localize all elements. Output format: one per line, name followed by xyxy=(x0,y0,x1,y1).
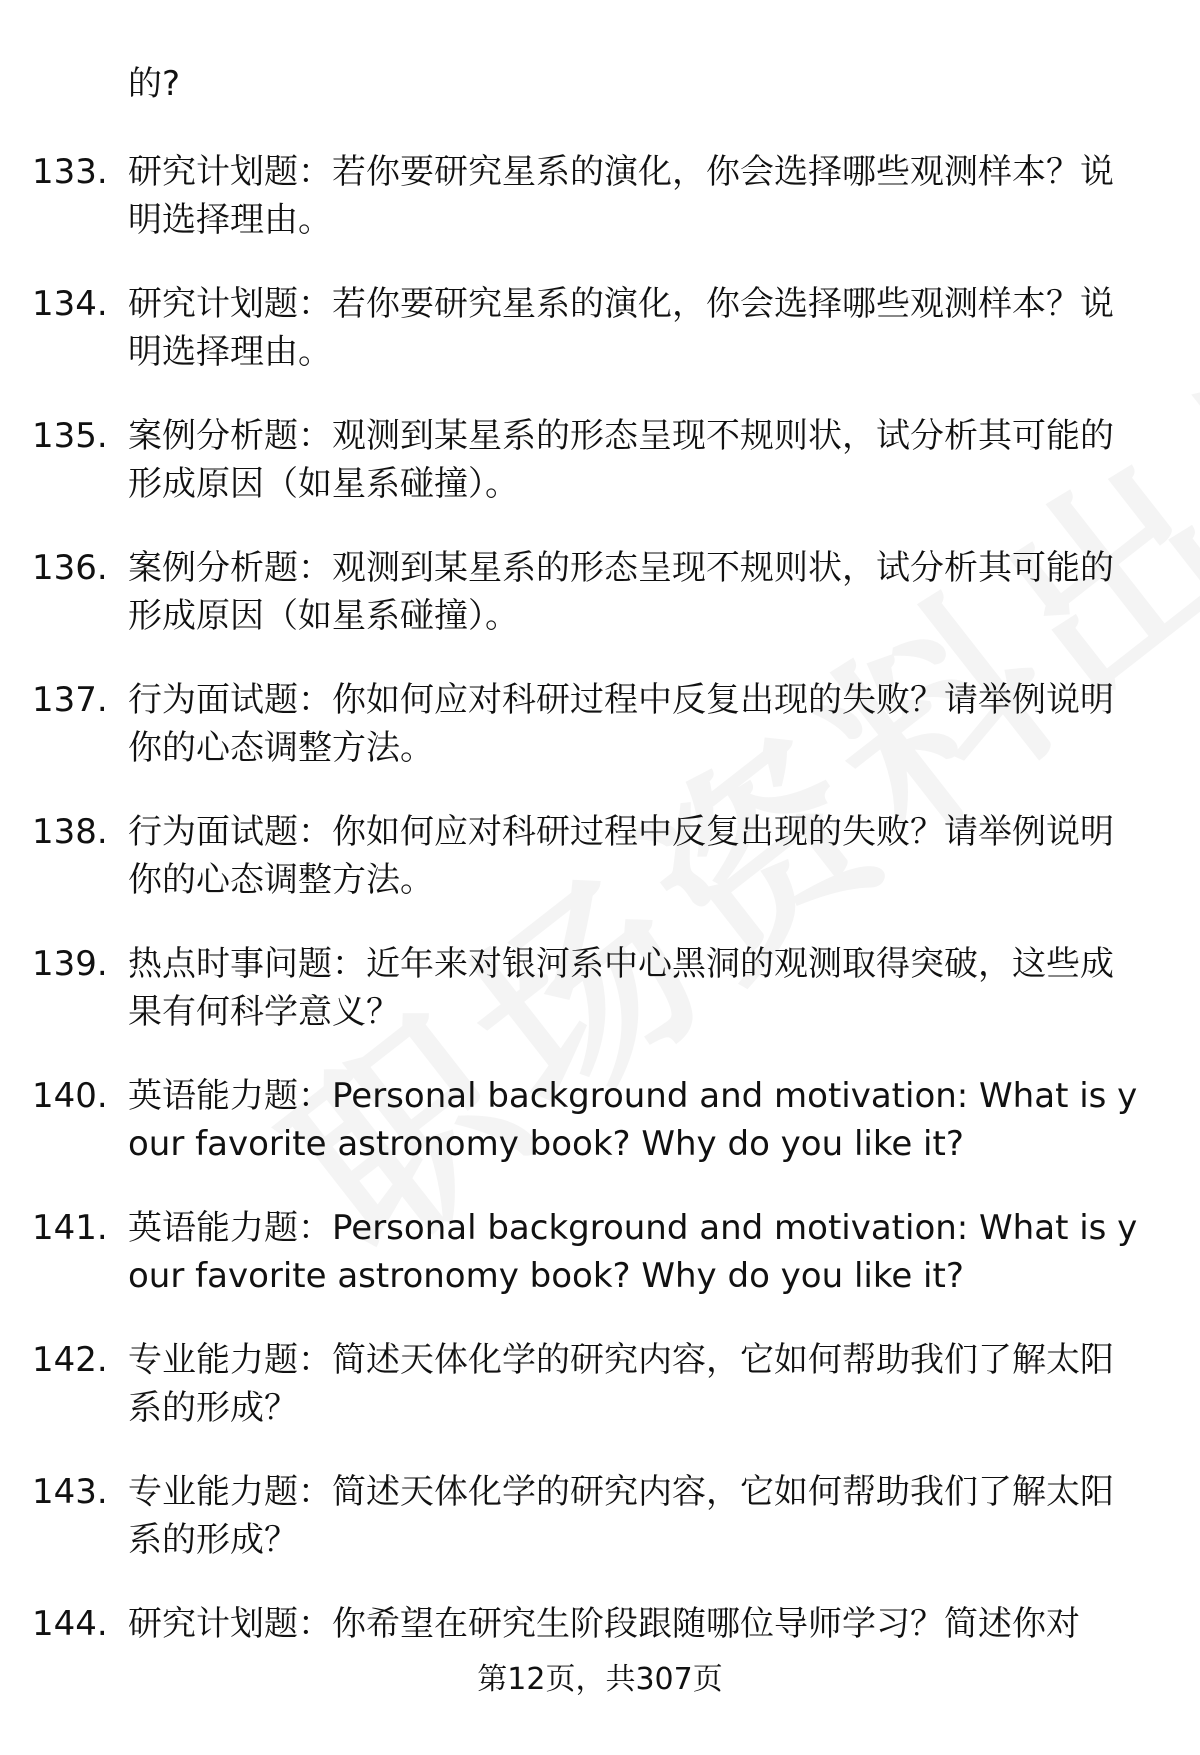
question-text: 研究计划题：若你要研究星系的演化，你会选择哪些观测样本？说明选择理由。 xyxy=(128,152,1114,240)
continuation-text: 的? xyxy=(128,64,181,104)
question-number: 142. xyxy=(32,1340,108,1380)
question-item xyxy=(0,280,1200,412)
question-item xyxy=(0,412,1200,544)
question-text: 专业能力题：简述天体化学的研究内容，它如何帮助我们了解太阳系的形成？ xyxy=(128,1340,1114,1428)
question-number: 138. xyxy=(32,812,108,852)
question-text: 研究计划题：你希望在研究生阶段跟随哪位导师学习？简述你对 xyxy=(128,1604,1080,1644)
question-number: 135. xyxy=(32,416,108,456)
question-number: 136. xyxy=(32,548,108,588)
question-text: 英语能力题：Personal background and motivation: What is your favorite astronomy book? Why do you like it? xyxy=(128,1208,1138,1296)
question-number: 144. xyxy=(32,1604,108,1644)
question-number: 140. xyxy=(32,1076,108,1116)
page-footer: 第12页，共307页 xyxy=(477,1662,723,1697)
question-list xyxy=(0,148,1200,1732)
question-text: 研究计划题：若你要研究星系的演化，你会选择哪些观测样本？说明选择理由。 xyxy=(128,284,1114,372)
question-number: 133. xyxy=(32,152,108,192)
question-text: 英语能力题：Personal background and motivation: What is your favorite astronomy book? Why do you like it? xyxy=(128,1076,1138,1164)
question-item xyxy=(0,808,1200,940)
question-item xyxy=(0,1468,1200,1600)
question-item xyxy=(0,1336,1200,1468)
question-number: 134. xyxy=(32,284,108,324)
question-text: 热点时事问题：近年来对银河系中心黑洞的观测取得突破，这些成果有何科学意义？ xyxy=(128,944,1114,1032)
question-text: 专业能力题：简述天体化学的研究内容，它如何帮助我们了解太阳系的形成？ xyxy=(128,1472,1114,1560)
question-number: 137. xyxy=(32,680,108,720)
question-item xyxy=(0,1072,1200,1204)
question-number: 143. xyxy=(32,1472,108,1512)
question-item xyxy=(0,544,1200,676)
question-item xyxy=(0,940,1200,1072)
question-text: 案例分析题：观测到某星系的形态呈现不规则状，试分析其可能的形成原因（如星系碰撞）。 xyxy=(128,416,1114,504)
question-text: 案例分析题：观测到某星系的形态呈现不规则状，试分析其可能的形成原因（如星系碰撞）。 xyxy=(128,548,1114,636)
question-text: 行为面试题：你如何应对科研过程中反复出现的失败？请举例说明你的心态调整方法。 xyxy=(128,812,1114,900)
question-number: 139. xyxy=(32,944,108,984)
question-number: 141. xyxy=(32,1208,108,1248)
question-item xyxy=(0,1204,1200,1336)
question-item xyxy=(0,676,1200,808)
question-text: 行为面试题：你如何应对科研过程中反复出现的失败？请举例说明你的心态调整方法。 xyxy=(128,680,1114,768)
question-item xyxy=(0,148,1200,280)
